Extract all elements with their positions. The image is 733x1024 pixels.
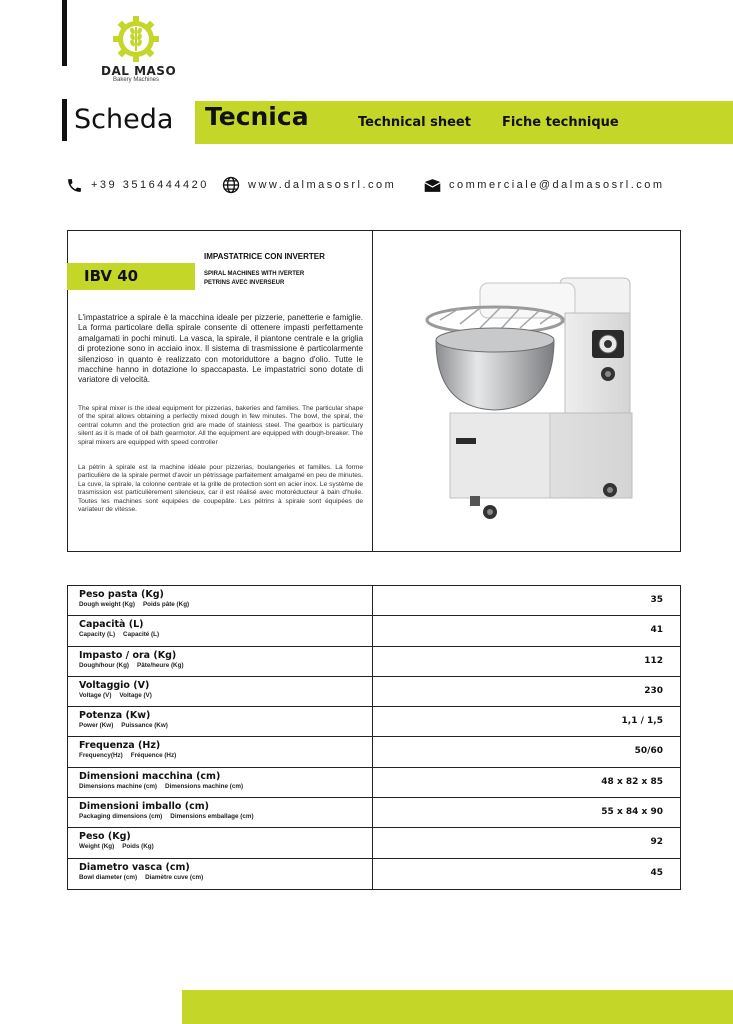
spec-label-cell xyxy=(68,828,373,857)
spec-label-cell xyxy=(68,677,373,706)
spec-value: 55 x 84 x 90 xyxy=(601,807,663,818)
spec-sublabel: Pâte/heure (Kg) xyxy=(137,661,184,669)
globe-icon xyxy=(222,176,240,194)
page-title-english: Technical sheet xyxy=(358,115,471,130)
spec-value: 50/60 xyxy=(634,746,663,757)
brand-tagline: Bakery Machines xyxy=(112,77,160,83)
email-address: commerciale@dalmasosrl.com xyxy=(449,179,665,191)
spec-sublabel: Voltage (V) xyxy=(119,691,152,699)
spec-sublabels xyxy=(79,662,372,669)
spec-label: Capacità (L) xyxy=(79,619,144,631)
spec-label-cell xyxy=(68,647,373,676)
spec-sublabels xyxy=(79,752,372,759)
spec-value: 45 xyxy=(650,867,663,878)
spec-sublabel: Bowl diameter (cm) xyxy=(79,873,138,881)
product-subtitles xyxy=(204,270,304,288)
contact-website[interactable] xyxy=(222,174,396,196)
spec-sublabel: Power (Kw) xyxy=(79,722,114,730)
spec-label-cell xyxy=(68,737,373,766)
spec-sublabels xyxy=(79,874,372,881)
spec-label: Dimensioni macchina (cm) xyxy=(79,770,221,782)
spec-label-cell xyxy=(68,707,373,736)
spec-sublabel: Poids pâte (Kg) xyxy=(142,601,190,608)
spec-sublabel: Capacity (L) xyxy=(79,631,116,639)
phone-icon xyxy=(66,177,83,194)
table-row xyxy=(68,768,680,798)
page-title-bold: Tecnica xyxy=(205,102,309,131)
phone-number: +39 3516444420 xyxy=(91,179,209,191)
spec-sublabels xyxy=(79,631,372,638)
table-row xyxy=(68,737,680,767)
spec-label: Frequenza (Hz) xyxy=(79,740,161,752)
spec-sublabel: Weight (Kg) xyxy=(79,843,115,851)
product-title-it: IMPASTATRICE CON INVERTER xyxy=(204,252,325,261)
spec-sublabels xyxy=(79,843,372,850)
spec-label-cell xyxy=(68,586,373,615)
envelope-icon xyxy=(424,178,441,193)
spec-value: 41 xyxy=(650,625,663,636)
spec-sublabel: Poids (Kg) xyxy=(122,843,154,851)
spec-sublabel: Dimensions emballage (cm) xyxy=(170,813,254,821)
spec-sublabels xyxy=(79,722,372,729)
spec-value: 112 xyxy=(644,655,663,666)
spec-sublabel: Capacité (L) xyxy=(123,631,160,639)
spec-value: 92 xyxy=(650,837,663,848)
product-box-divider xyxy=(372,230,373,552)
page-title-light: Scheda xyxy=(74,104,174,135)
table-row xyxy=(68,616,680,646)
spec-label: Diametro vasca (cm) xyxy=(79,861,190,873)
spec-sublabels xyxy=(79,783,372,790)
spec-sublabel: Dimensions machine (cm) xyxy=(165,782,244,790)
brand-logo xyxy=(101,16,177,96)
spec-sublabel: Frequency(Hz) xyxy=(79,752,123,760)
spec-value: 48 x 82 x 85 xyxy=(601,776,663,787)
description-italian: L'impastatrice a spirale è la macchina ideale per pizzerie, panetterie e famiglie. La forma particolare della spirale consente di ottenere impasti perfettamente amalgamati in pochi minuti. La vasca, la spirale, il piantone centrale e la griglia di protezione sono in acciaio inox. Il sistema di trasmissione è particolarmente silenzioso in quanto è realizzato con motoriduttore a bagno d'olio. Tutte le macchine hanno in dotazione lo spaccapasta. Le impastatrici sono dotate di variatore di velocità. xyxy=(78,313,363,385)
model-name: IBV 40 xyxy=(84,267,139,285)
description-french: La pétrin à spirale est la machine idéale pour pizzerias, boulangeries et familles. La forme particulière de la spirale permet d'avoir un pétrissage parfaitement amalgamé en peu de minutes. La cuve, la spirale, la colonne centrale et la grille de protection sont en acier inox. Le système de trasmission est particulièrement silencieux, car il est réalisé avec motoréducteur à bain d'huile. Toutes les machines sont equipées de coupepâte. Les pétrins à spirale sont équipées de variateur de vitesse. xyxy=(78,464,363,514)
brand-name: DAL MASO xyxy=(101,64,177,78)
spec-sublabel: Diamètre cuve (cm) xyxy=(145,873,204,881)
contact-email[interactable] xyxy=(424,174,665,196)
specifications-table xyxy=(67,585,681,890)
table-row xyxy=(68,677,680,707)
spec-label: Voltaggio (V) xyxy=(79,679,150,691)
table-row xyxy=(68,859,680,889)
spec-sublabels xyxy=(79,813,372,820)
spec-label: Peso pasta (Kg) xyxy=(79,589,164,600)
spec-sublabels xyxy=(79,601,372,608)
spec-label: Impasto / ora (Kg) xyxy=(79,649,177,661)
website-url: www.dalmasosrl.com xyxy=(248,179,397,191)
spec-label: Potenza (Kw) xyxy=(79,710,151,722)
left-accent-line-header xyxy=(62,99,67,141)
spec-sublabel: Dough weight (Kg) xyxy=(79,601,135,608)
footer-accent-band xyxy=(182,990,733,1024)
contact-phone[interactable] xyxy=(66,174,209,196)
table-row xyxy=(68,707,680,737)
table-row xyxy=(68,586,680,616)
table-row xyxy=(68,798,680,828)
spec-label-cell xyxy=(68,859,373,889)
description-english: The spiral mixer is the ideal equipment for pizzerias, bakeries and families. The particular shape of the spiral allows obtaining a perfectly mixed dough in few minutes. The bowl, the spiral, the central column and the protection grid are made of stainless steel. The gearbox is particulary silent as it is made of oil bath gearmotor. All the equipment are equipped with dough-breaker. The spiral mixers are equipped with speed controller xyxy=(78,405,363,446)
spec-label-cell xyxy=(68,768,373,797)
spec-sublabel: Dimensions machine (cm) xyxy=(79,782,158,790)
page-title-french: Fiche technique xyxy=(502,115,619,130)
wheat-gear-icon xyxy=(113,16,159,62)
left-accent-line-top xyxy=(62,0,67,66)
spec-value: 230 xyxy=(644,685,663,696)
table-row xyxy=(68,647,680,677)
table-row xyxy=(68,828,680,858)
spec-label: Peso (Kg) xyxy=(79,831,131,843)
spec-value: 1,1 / 1,5 xyxy=(621,716,663,727)
spiral-mixer-image xyxy=(420,268,642,528)
spec-label-cell xyxy=(68,616,373,645)
spec-label-cell xyxy=(68,798,373,827)
spec-sublabel: Voltage (V) xyxy=(79,691,112,699)
product-title-en: SPIRAL MACHINES WITH IVERTER xyxy=(204,271,305,277)
spec-sublabel: Fréquence (Hz) xyxy=(130,752,177,760)
spec-sublabels xyxy=(79,692,372,699)
spec-sublabel: Dough/hour (Kg) xyxy=(79,661,130,669)
spec-label: Dimensioni imballo (cm) xyxy=(79,801,209,813)
spec-sublabel: Packaging dimensions (cm) xyxy=(79,813,163,821)
spec-sublabel: Puissance (Kw) xyxy=(121,722,168,730)
product-title-fr: PETRINS AVEC INVERSEUR xyxy=(204,280,285,286)
spec-value: 35 xyxy=(650,595,663,605)
